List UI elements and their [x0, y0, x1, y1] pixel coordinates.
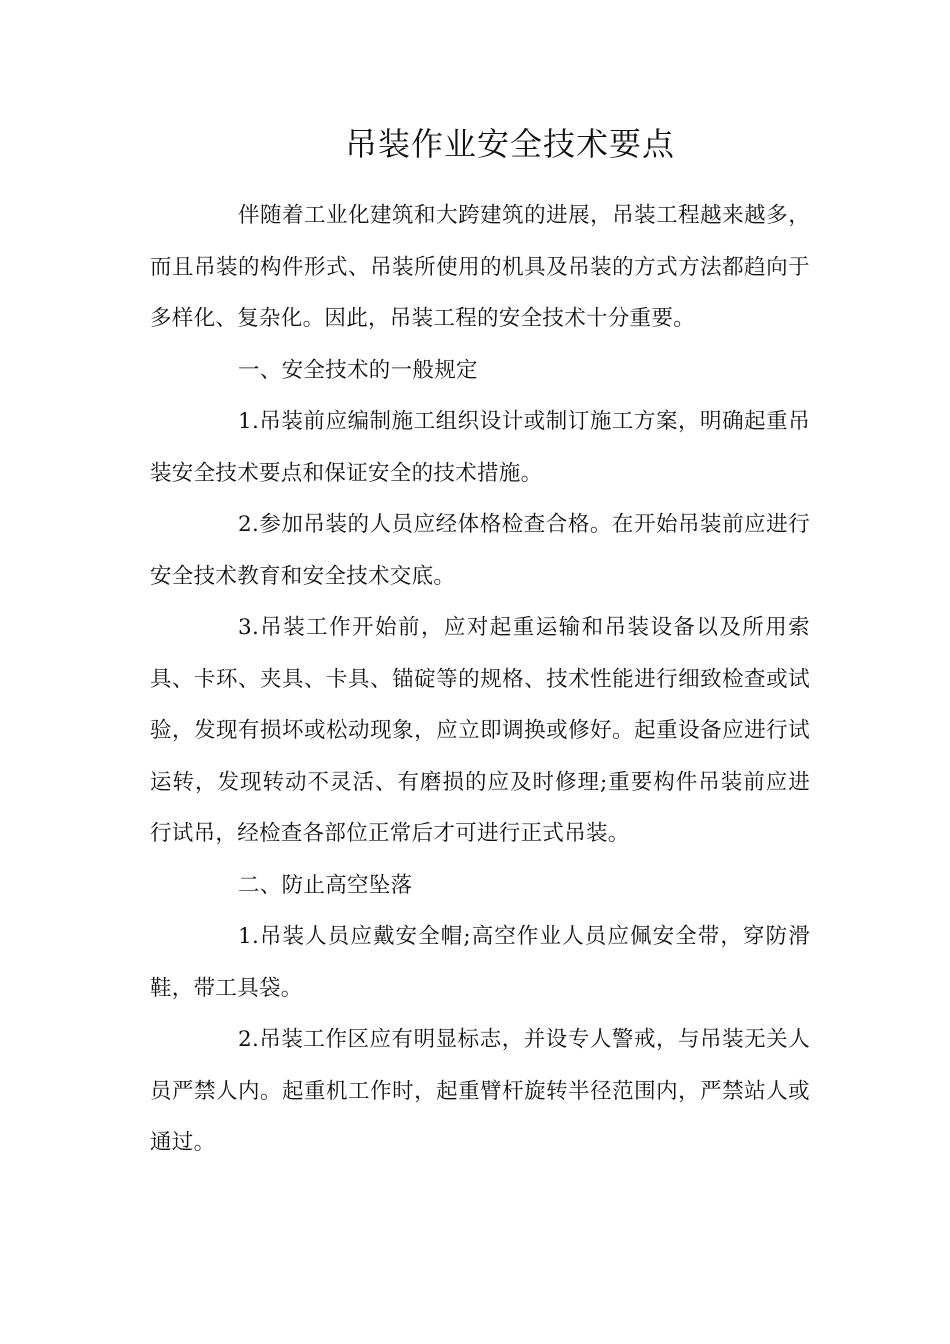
section-heading-general-rules: 一、安全技术的一般规定: [238, 357, 478, 383]
document-title: 吊装作业安全技术要点: [344, 125, 675, 163]
paragraph-fall-1: 1.吊装人员应戴安全帽;高空作业人员应佩安全带，穿防滑鞋，带工具袋。: [150, 924, 810, 1001]
paragraph-rule-2: 2.参加吊装的人员应经体格检查合格。在开始吊装前应进行安全技术教育和安全技术交底。: [150, 512, 810, 589]
document-body: [150, 190, 810, 1169]
paragraph-intro: 伴随着工业化建筑和大跨建筑的进展，吊装工程越来越多，而且吊装的构件形式、吊装所使用的机具及吊装的方式方法都趋向于多样化、复杂化。因此，吊装工程的安全技术十分重要。: [150, 203, 810, 331]
section-heading-fall-prevention: 二、防止高空坠落: [238, 872, 413, 898]
paragraph-rule-1: 1.吊装前应编制施工组织设计或制订施工方案，明确起重吊装安全技术要点和保证安全的技术措施。: [150, 409, 810, 486]
paragraph-rule-3: 3.吊装工作开始前，应对起重运输和吊装设备以及所用索具、卡环、夹具、卡具、锚碇等的规格、技术性能进行细致检查或试验，发现有损坏或松动现象，应立即调换或修好。起重设备应进行试运转，发现转动不灵活、有磨损的应及时修理;重要构件吊装前应进行试吊，经检查各部位正常后才可进行正式吊装。: [150, 615, 810, 846]
paragraph-fall-2: 2.吊装工作区应有明显标志，并设专人警戒，与吊装无关人员严禁人内。起重机工作时，起重臂杆旋转半径范围内，严禁站人或通过。: [150, 1027, 810, 1155]
